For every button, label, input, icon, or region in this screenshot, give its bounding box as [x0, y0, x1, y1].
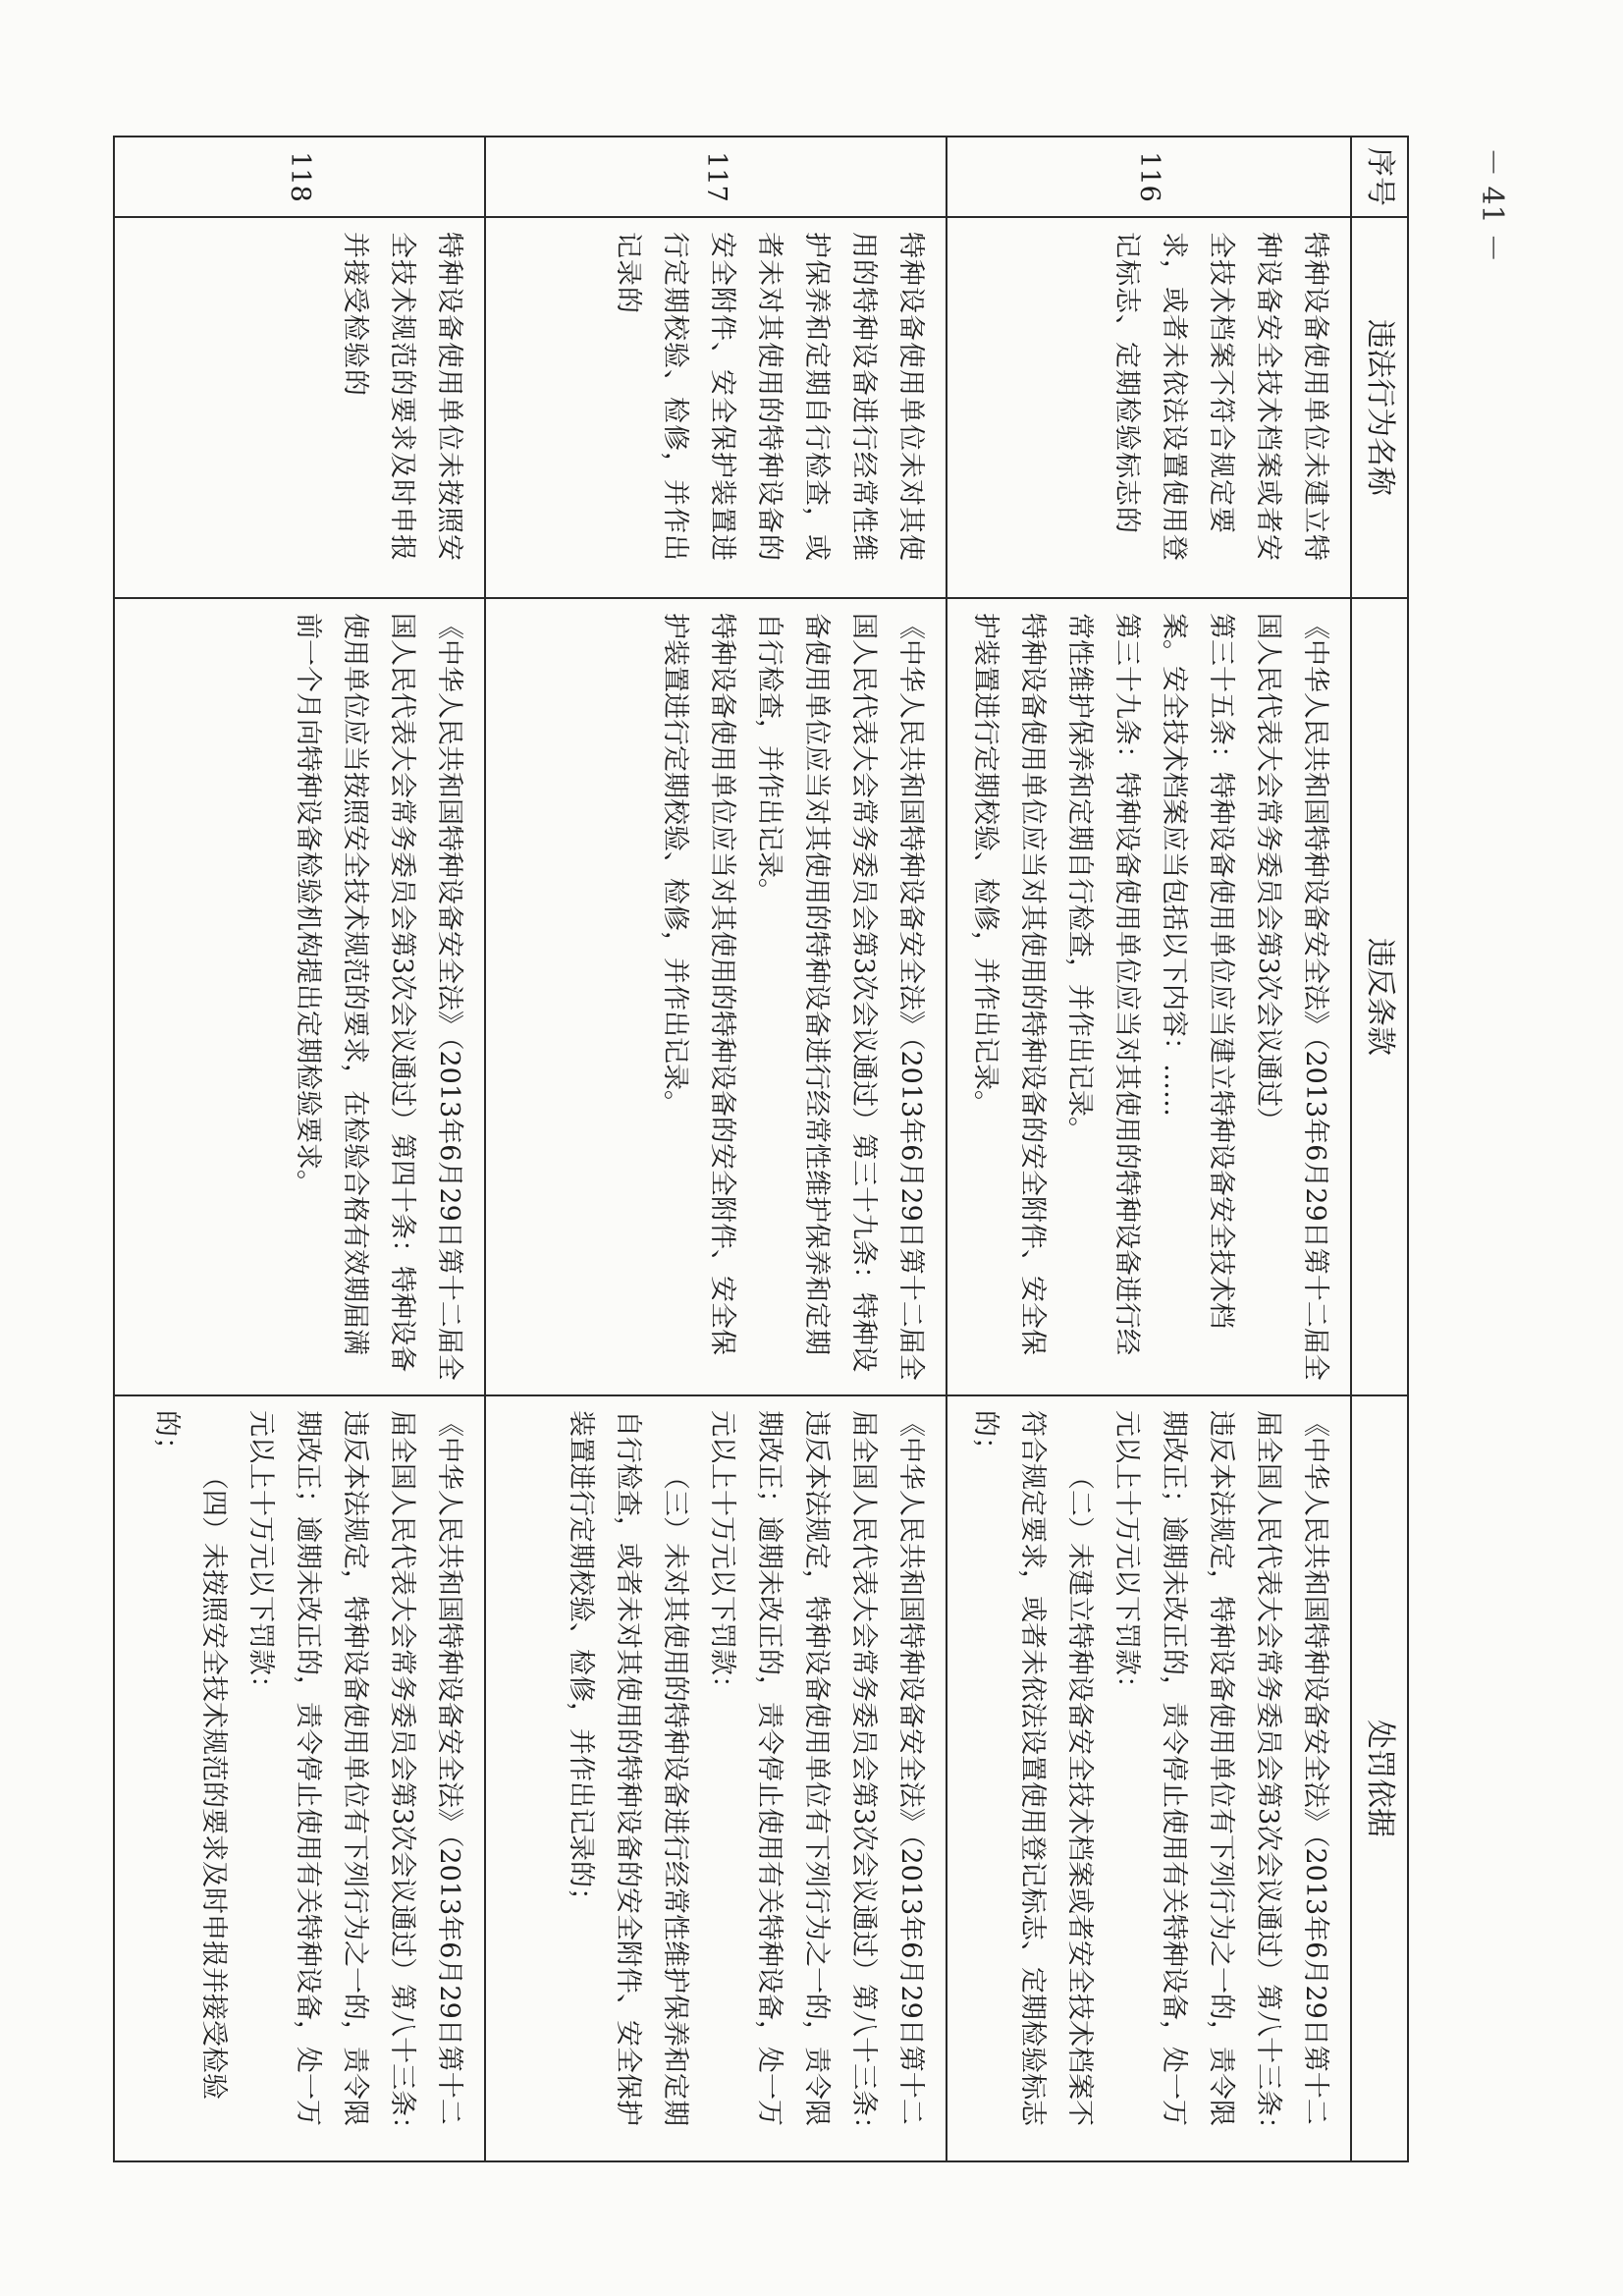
- clause-paragraph: 《中华人民共和国特种设备安全法》（2013年6月29日第十二届全国人民代表大会常务委员会第3次会议通过）第三十九条：特种设备使用单位应当对其使用的特种设备进行经常性维护保养和定期自行检查，并作出记录。: [754, 613, 926, 1381]
- clause-paragraph: 特种设备使用单位应当对其使用的特种设备的安全附件、安全保护装置进行定期校验、检修，并作出记录。: [660, 613, 737, 1355]
- violated-clause: [947, 598, 1351, 1395]
- table-row: [114, 137, 485, 2161]
- violation-name: 特种设备使用单位未对其使用的特种设备进行经常性维护保养和定期自行检查，或者未对其使用的特种设备的安全附件、安全保护装置进行定期校验、检修，并作出记录的: [485, 217, 947, 598]
- table-row: [947, 137, 1351, 2161]
- row-number: 117: [485, 137, 947, 217]
- basis-paragraph: 《中华人民共和国特种设备安全法》（2013年6月29日第十二届全国人民代表大会常务委员会第3次会议通过）第八十三条：违反本法规定，特种设备使用单位有下列行为之一的，责令限期改正；逾期未改正的，责令停止使用有关特种设备，处一万元以上十万元以下罚款：: [1111, 1410, 1330, 2144]
- basis-paragraph: （三）未对其使用的特种设备进行经常性维护保养和定期自行检查，或者未对其使用的特种设备的安全附件、安全保护装置进行定期校验、检修，并作出记录的；: [566, 1410, 690, 2126]
- basis-paragraph: 《中华人民共和国特种设备安全法》（2013年6月29日第十二届全国人民代表大会常务委员会第3次会议通过）第八十三条：违反本法规定，特种设备使用单位有下列行为之一的，责令限期改正；逾期未改正的，责令停止使用有关特种设备，处一万元以上十万元以下罚款：: [707, 1410, 926, 2144]
- row-number: 116: [947, 137, 1351, 217]
- header-no: 序号: [1351, 137, 1408, 217]
- rotated-table-container: [113, 136, 1409, 2160]
- penalty-basis: [947, 1395, 1351, 2161]
- clause-paragraph: 《中华人民共和国特种设备安全法》（2013年6月29日第十二届全国人民代表大会常务委员会第3次会议通过）第四十条：特种设备使用单位应当按照安全技术规范的要求，在检验合格有效期届满前一个月向特种设备检验机构提出定期检验要求。: [293, 613, 464, 1381]
- clause-paragraph: 第三十五条：特种设备使用单位应当建立特种设备安全技术档案。安全技术档案应当包括以下内容：……: [1159, 613, 1236, 1329]
- row-number: 118: [114, 137, 485, 217]
- penalty-table: [113, 136, 1409, 2162]
- violation-name: 特种设备使用单位未按照安全技术规范的要求及时申报并接受检验的: [114, 217, 485, 598]
- violated-clause: [114, 598, 485, 1395]
- table-row: [485, 137, 947, 2161]
- clause-paragraph: 第三十九条：特种设备使用单位应当对其使用的特种设备进行经常性维护保养和定期自行检查，并作出记录。: [1064, 613, 1142, 1355]
- basis-paragraph: 《中华人民共和国特种设备安全法》（2013年6月29日第十二届全国人民代表大会常务委员会第3次会议通过）第八十三条：违反本法规定，特种设备使用单位有下列行为之一的，责令限期改正；逾期未改正的，责令停止使用有关特种设备，处一万元以上十万元以下罚款：: [245, 1410, 464, 2144]
- basis-paragraph: （二）未建立特种设备安全技术档案或者安全技术档案不符合规定要求，或者未依法设置使用登记标志、定期检验标志的；: [970, 1410, 1095, 2126]
- clause-paragraph: 特种设备使用单位应当对其使用的特种设备的安全附件、安全保护装置进行定期校验、检修，并作出记录。: [970, 613, 1048, 1355]
- violated-clause: [485, 598, 947, 1395]
- table-header-row: [1351, 137, 1408, 2161]
- basis-paragraph: （四）未按照安全技术规范的要求及时申报并接受检验的；: [151, 1410, 229, 2100]
- page-number: － 41 －: [1475, 147, 1509, 263]
- penalty-basis: [114, 1395, 485, 2161]
- violation-name: 特种设备使用单位未建立特种设备安全技术档案或者安全技术档案不符合规定要求，或者未依法设置使用登记标志、定期检验标志的: [947, 217, 1351, 598]
- header-basis: 处罚依据: [1351, 1395, 1408, 2161]
- clause-paragraph: 《中华人民共和国特种设备安全法》（2013年6月29日第十二届全国人民代表大会常务委员会第3次会议通过）: [1253, 613, 1330, 1381]
- header-clause: 违反条款: [1351, 598, 1408, 1395]
- penalty-basis: [485, 1395, 947, 2161]
- header-name: 违法行为名称: [1351, 217, 1408, 598]
